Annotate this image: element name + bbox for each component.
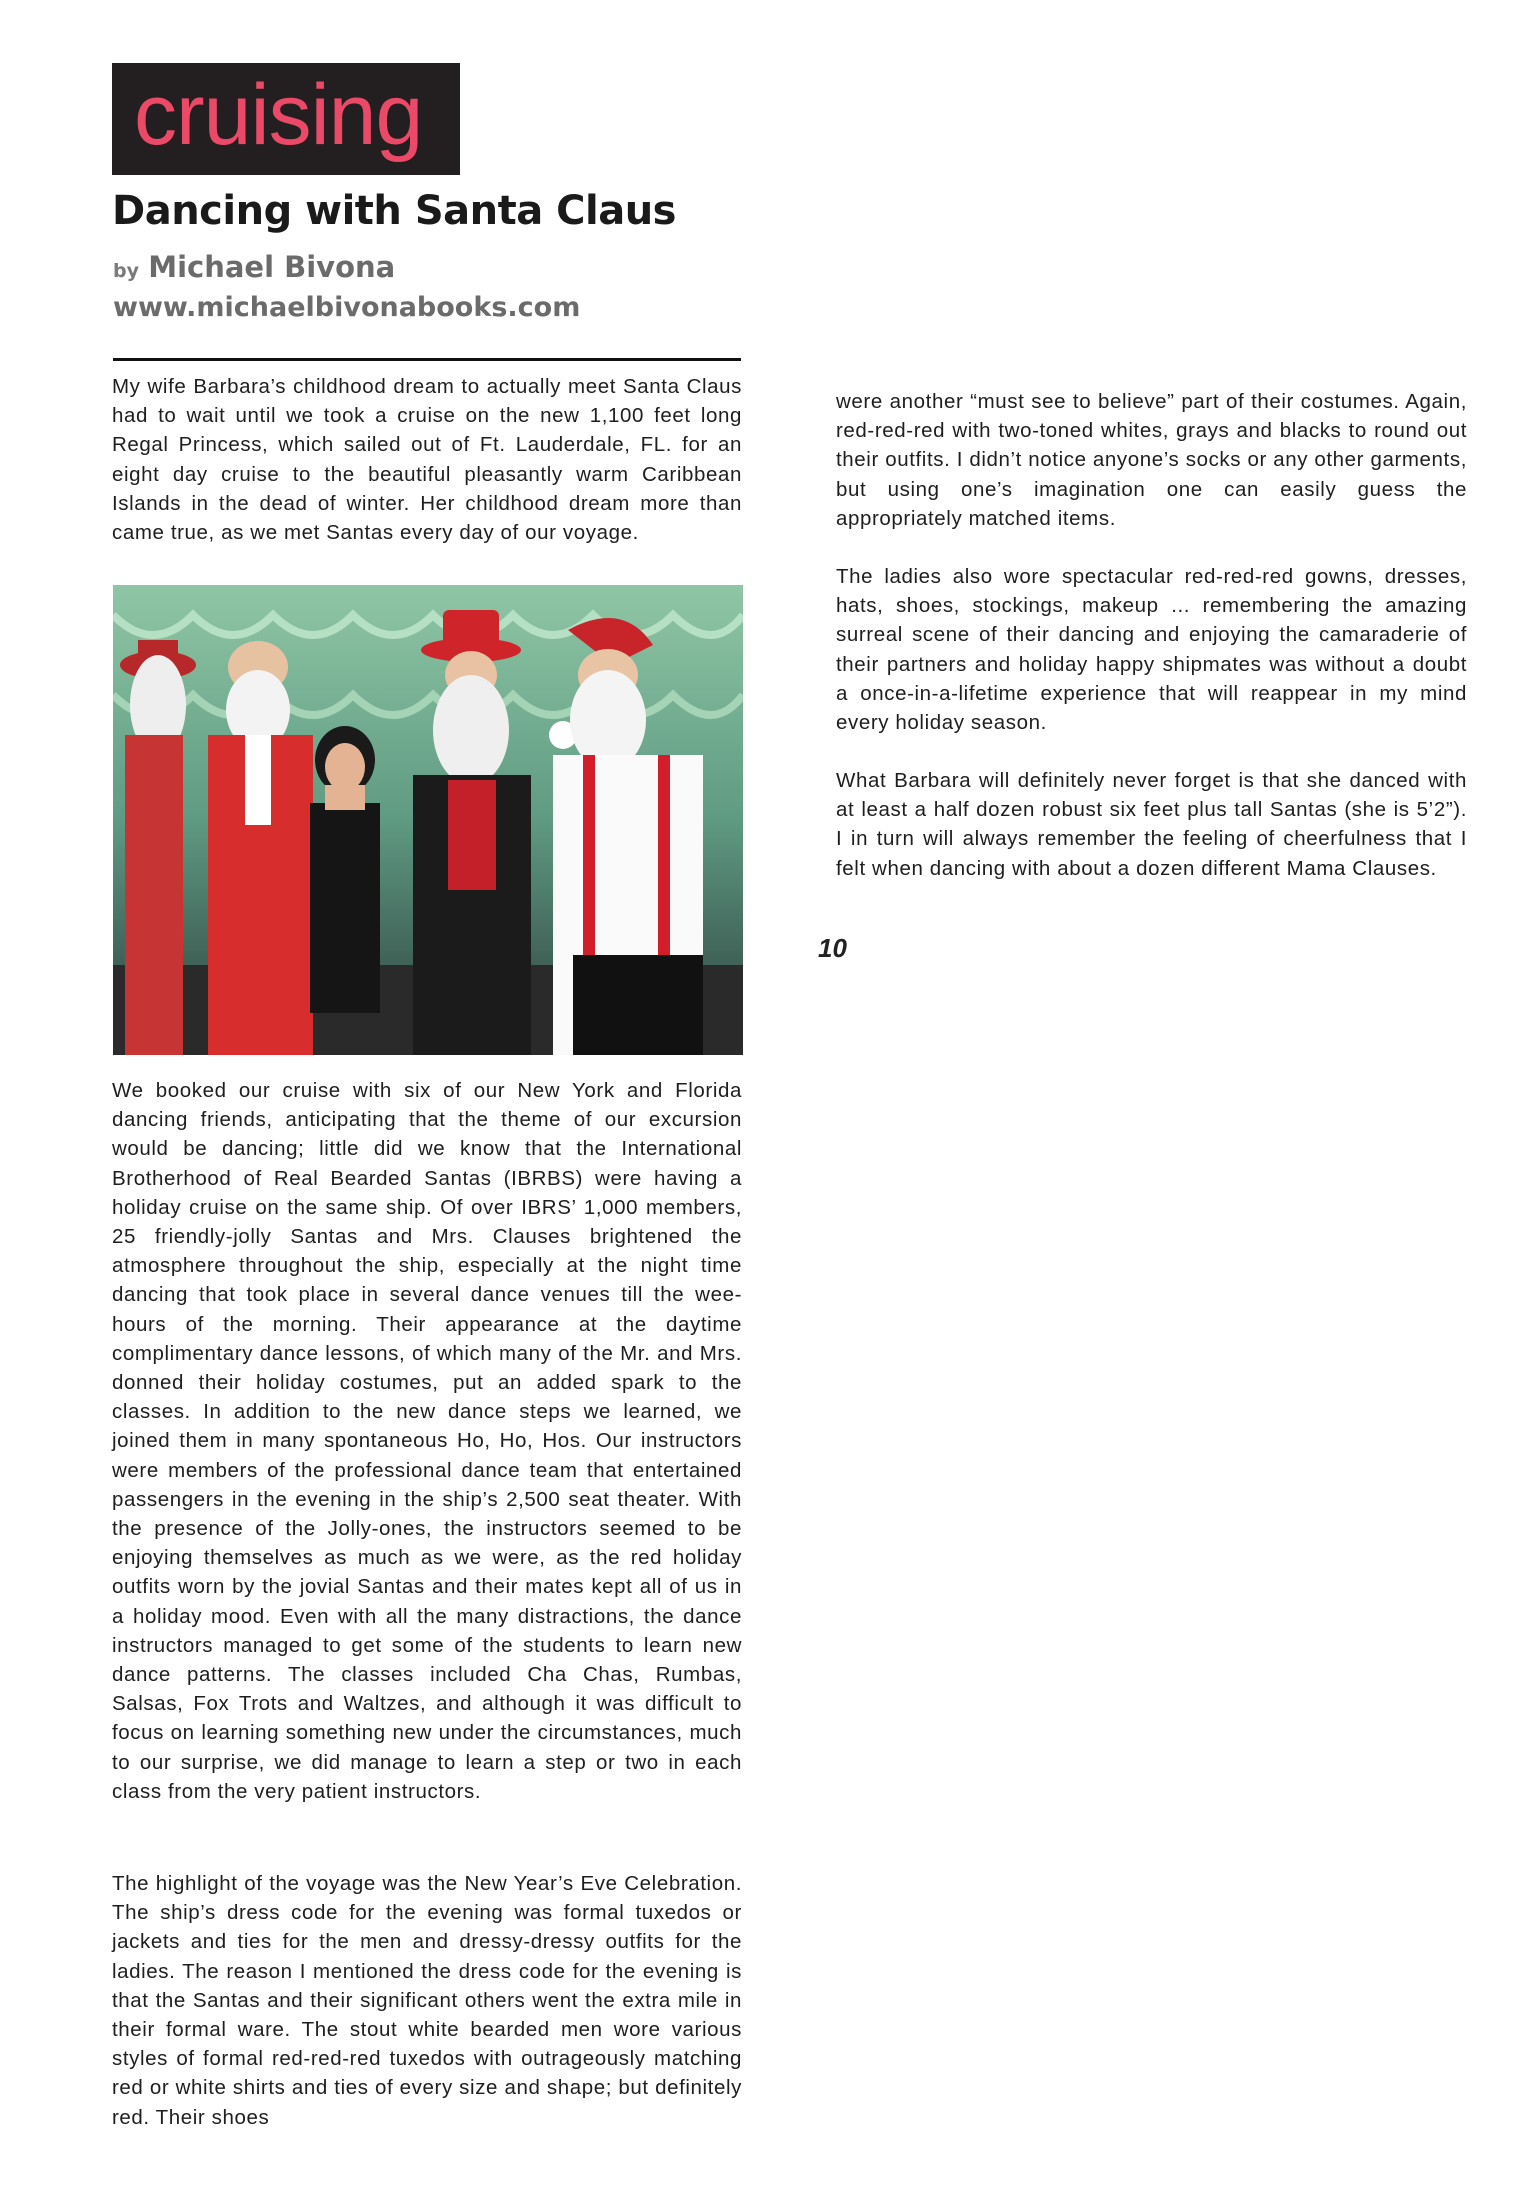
paragraph-highlight: The highlight of the voyage was the New Year’s Eve Celebration. The ship’s dress code for the evening was formal tuxedos or jackets and ties for the men and dressy-dressy outfits for the ladies. The reason I mentioned the dress code for the evening is that the Santas and their significant others went the extra mile in their formal ware. The stout white bearded men wore various styles of formal red-red-red tuxedos with outrageously matching red or white shirts and ties of every size and shape; but definitely red. Their shoes [112,1872,742,2129]
paragraph-closing: What Barbara will definitely never forget is that she danced with at least a half dozen robust six feet plus tall Santas (she is 5’2”). I in turn will always remember the feeling of cheerfulness that I felt when dancing with about a dozen different Mama Clauses. [836,769,1467,880]
santas-group-photo [113,585,743,1055]
author-name: Michael Bivona [148,250,396,284]
section-tag [112,63,460,175]
byline-prefix: by [113,260,139,282]
section-tag-label: cruising [134,67,423,163]
paragraph-intro: My wife Barbara’s childhood dream to actually meet Santa Claus had to wait until we took a cruise on the new 1,100 feet long Regal Princess, which sailed out of Ft. Lauderdale, FL. for an eight day cruise to the beautiful pleasantly warm Caribbean Islands in the dead of winter. Her childhood dream more than came true, as we met Santas every day of our voyage. [112,375,742,545]
paragraph-shoes: were another “must see to believe” part of their costumes. Again, red-red-red with two-toned whites, grays and blacks to round out their outfits. I didn’t notice anyone’s socks or any other garments, but using one’s imagination one can easily guess the appropriately matched items. [836,390,1467,530]
byline [113,250,395,284]
page-number: 10 [818,933,847,963]
header-divider [113,358,741,361]
paragraph-booking: We booked our cruise with six of our New York and Florida dancing friends, anticipating that the theme of our excursion would be dancing; little did we know that the International Brotherhood of Real Bearded Santas (IBRBS) were having a holiday cruise on the same ship. Of over IBRS’ 1,000 members, 25 friendly-jolly Santas and Mrs. Clauses brightened the atmosphere throughout the ship, especially at the night time dancing that took place in several dance venues till the wee-hours of the morning. Their appearance at the daytime complimentary dance lessons, of which many of the Mr. and Mrs. donned their holiday costumes, put an added spark to the classes. In addition to the new dance steps we learned, we joined them in many spontaneous Ho, Ho, Hos. Our instructors were members of the professional dance team that entertained passengers in the evening in the ship’s 2,500 seat theater. With the presence of the Jolly-ones, the instructors seemed to be enjoying themselves as much as we were, as the red holiday outfits worn by the jovial Santas and their mates kept all of us in a holiday mood. Even with all the many distractions, the dance instructors managed to get some of the students to learn new dance patterns. The classes included Cha Chas, Rumbas, Salsas, Fox Trots and Waltzes, and although it was difficult to focus on learning something new under the circumstances, much to our surprise, we did manage to learn a step or two in each class from the very patient instructors. [112,1079,742,1803]
author-website[interactable]: www.michaelbivonabooks.com [113,292,581,323]
article-title: Dancing with Santa Claus [112,188,676,234]
paragraph-ladies: The ladies also wore spectacular red-red-red gowns, dresses, hats, shoes, stockings, makeup ... remembering the amazing surreal scene of their dancing and enjoying the camaraderie of their partners and holiday happy shipmates was without a doubt a once-in-a-lifetime experience that will reappear in my mind every holiday season. [836,565,1467,735]
